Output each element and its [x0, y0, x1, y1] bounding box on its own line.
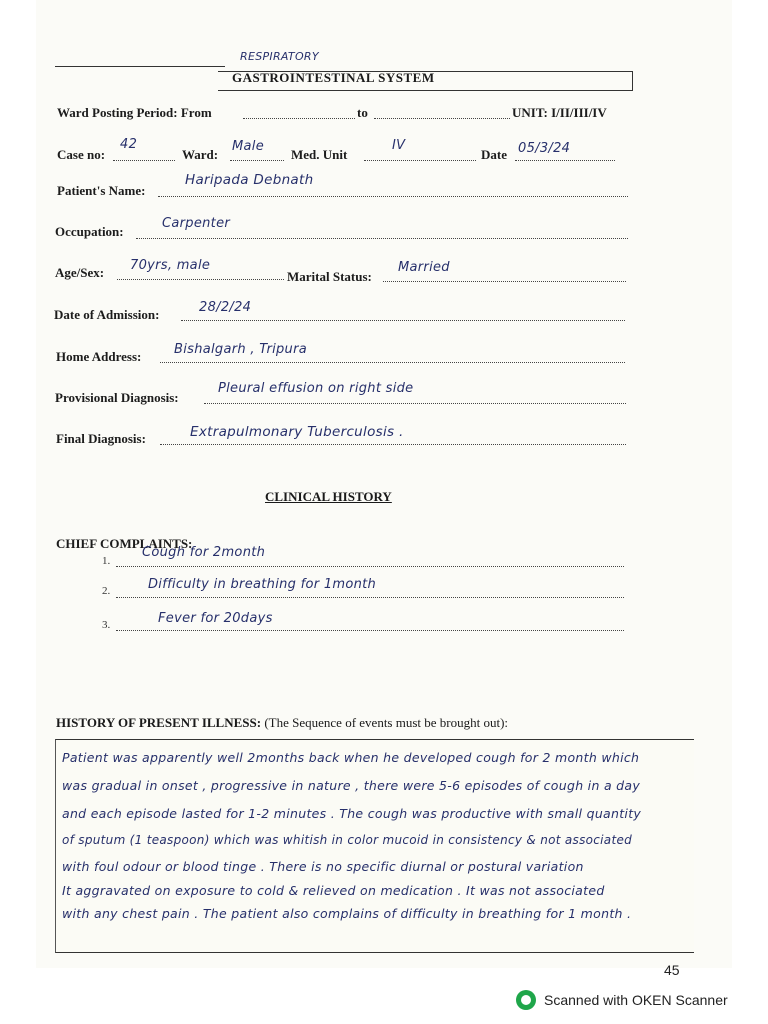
med-unit-label: Med. Unit	[291, 147, 348, 162]
case-no-value: 42	[120, 137, 138, 152]
hpi-line: It aggravated on exposure to cold & relieved on medication . It was not associated	[62, 883, 605, 898]
unit-label: UNIT: I/II/III/IV	[512, 105, 607, 120]
admission-value: 28/2/24	[199, 300, 252, 315]
home-address-line	[160, 362, 625, 363]
hpi-line: was gradual in onset , progressive in nature , there were 5-6 episodes of cough in a day	[62, 778, 641, 793]
date-label: Date	[481, 147, 507, 162]
complaint-text: Cough for 2month	[142, 545, 266, 560]
hpi-heading-title: HISTORY OF PRESENT ILLNESS:	[56, 715, 262, 730]
complaint-text: Fever for 20days	[158, 611, 273, 626]
age-sex-line	[117, 279, 284, 280]
home-address-value: Bishalgarh , Tripura	[174, 342, 308, 357]
to-label: to	[357, 105, 368, 120]
hpi-heading-note: (The Sequence of events must be brought out):	[264, 715, 509, 730]
marital-status-value: Married	[398, 260, 450, 275]
scanner-watermark	[516, 990, 728, 1010]
admission-line	[181, 320, 625, 321]
final-diagnosis-label: Final Diagnosis:	[56, 431, 146, 446]
provisional-diagnosis-line	[204, 403, 626, 404]
system-title: GASTROINTESTINAL SYSTEM	[232, 70, 435, 85]
hpi-heading	[56, 715, 508, 731]
ward-posting-from-line	[243, 118, 355, 119]
oken-scanner-logo-icon	[516, 990, 536, 1010]
final-diagnosis-value: Extrapulmonary Tuberculosis .	[190, 424, 404, 440]
occupation-label: Occupation:	[55, 224, 124, 239]
admission-label: Date of Admission:	[54, 307, 160, 322]
date-value: 05/3/24	[518, 141, 571, 156]
age-sex-label: Age/Sex:	[55, 265, 105, 280]
complaint-number: 1.	[102, 555, 111, 567]
case-no-line	[113, 160, 175, 161]
patient-name-label: Patient's Name:	[57, 183, 146, 198]
ward-posting-label: Ward Posting Period: From	[57, 105, 212, 120]
ward-label: Ward:	[182, 147, 219, 162]
occupation-line	[136, 238, 628, 239]
hpi-line: with foul odour or blood tinge . There is no specific diurnal or postural variation	[62, 859, 584, 874]
patient-name-value: Haripada Debnath	[185, 172, 314, 188]
occupation-value: Carpenter	[162, 216, 231, 231]
page-number: 45	[664, 962, 680, 978]
med-unit-line	[364, 160, 476, 161]
scanner-text: Scanned with OKEN Scanner	[544, 992, 728, 1008]
complaint-line	[116, 566, 624, 567]
patient-name-line	[158, 196, 628, 197]
header-rule	[55, 66, 225, 67]
clinical-history-title: CLINICAL HISTORY	[265, 489, 392, 504]
provisional-diagnosis-label: Provisional Diagnosis:	[55, 390, 179, 405]
complaint-number: 2.	[102, 585, 111, 597]
ward-posting-to-line	[374, 118, 510, 119]
marital-status-label: Marital Status:	[287, 269, 372, 284]
hpi-line: and each episode lasted for 1-2 minutes . The cough was productive with small quantity	[62, 806, 642, 821]
final-diagnosis-line	[160, 444, 626, 445]
hpi-line: with any chest pain . The patient also complains of difficulty in breathing for 1 month .	[62, 906, 632, 921]
complaint-line	[116, 630, 624, 631]
complaint-text: Difficulty in breathing for 1month	[148, 577, 377, 592]
ward-line	[230, 160, 284, 161]
hpi-line: Patient was apparently well 2months back when he developed cough for 2 month which	[62, 750, 640, 765]
ward-value: Male	[232, 139, 264, 154]
home-address-label: Home Address:	[56, 349, 142, 364]
system-annotation: RESPIRATORY	[240, 50, 319, 63]
hpi-text-box	[55, 739, 694, 953]
marital-status-line	[383, 281, 626, 282]
age-sex-value: 70yrs, male	[130, 258, 211, 273]
hpi-line: of sputum (1 teaspoon) which was whitish in color mucoid in consistency & not associated	[62, 833, 633, 847]
chief-complaints-label: CHIEF COMPLAINTS:	[56, 536, 193, 551]
provisional-diagnosis-value: Pleural effusion on right side	[218, 381, 414, 396]
date-line	[515, 160, 615, 161]
complaint-line	[116, 597, 624, 598]
case-no-label: Case no:	[57, 147, 106, 162]
complaint-number: 3.	[102, 619, 111, 631]
med-unit-value: IV	[392, 138, 406, 153]
